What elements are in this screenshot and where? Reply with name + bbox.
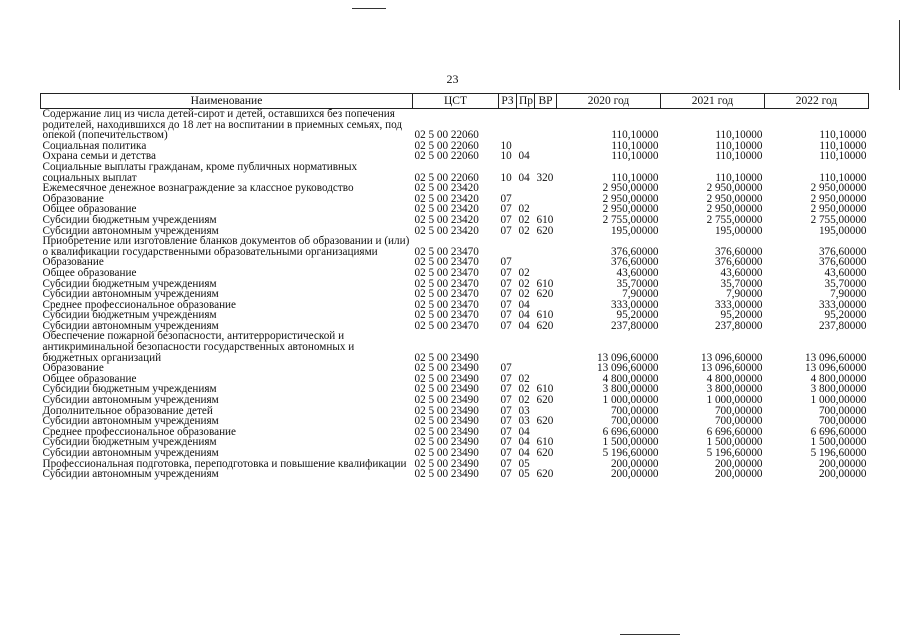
cell-cst: 02 5 00 23470 — [414, 298, 479, 311]
cell-2021: 700,00000 — [714, 404, 763, 417]
cell-pr: 02 — [518, 224, 530, 237]
cell-vr — [535, 363, 557, 374]
cell-2021: 7,90000 — [726, 288, 763, 301]
header-rz: РЗ — [499, 94, 517, 109]
cell-vr: 610 — [536, 436, 554, 449]
cell-cst: 02 5 00 23420 — [414, 213, 479, 226]
cell-2020: 200,00000 — [610, 468, 659, 481]
cell-rz: 07 — [500, 404, 512, 417]
cell-2022: 2 950,00000 — [810, 182, 867, 195]
cell-2020: 7,90000 — [622, 288, 659, 301]
cell-pr: 04 — [518, 298, 530, 311]
cell-rz: 07 — [500, 266, 512, 279]
cell-2021: 3 800,00000 — [706, 383, 763, 396]
cell-cst: 02 5 00 23470 — [414, 266, 479, 279]
cell-name: Охрана семьи и детства — [42, 150, 156, 163]
header-pr: Пр — [517, 94, 535, 109]
cell-cst: 02 5 00 23490 — [414, 351, 479, 364]
cell-pr: 03 — [518, 415, 530, 428]
cell-vr: 620 — [536, 468, 554, 481]
header-vr: ВР — [535, 94, 557, 109]
cell-cst: 02 5 00 23490 — [414, 468, 479, 481]
cell-2022: 43,60000 — [824, 266, 867, 279]
cell-2020: 1 000,00000 — [602, 394, 659, 407]
cell-2020: 700,00000 — [610, 415, 659, 428]
cell-2022: 3 800,00000 — [810, 383, 867, 396]
cell-rz: 07 — [500, 277, 512, 290]
cell-rz: 07 — [500, 362, 512, 375]
cell-vr — [535, 257, 557, 268]
cell-2022: 376,60000 — [818, 256, 867, 269]
cell-2021: 2 950,00000 — [706, 203, 763, 216]
cell-vr: 620 — [536, 288, 554, 301]
cell-2020: 376,60000 — [610, 245, 659, 258]
cell-name: Субсидии автономным учреждениям — [42, 288, 219, 301]
cell-cst: 02 5 00 23420 — [414, 192, 479, 205]
cell-rz: 10 — [500, 150, 512, 163]
cell-name: Субсидии бюджетным учреждениям — [42, 436, 217, 449]
header-2022: 2022 год — [765, 94, 869, 109]
cell-cst: 02 5 00 22060 — [414, 139, 479, 152]
cell-2021: 2 950,00000 — [706, 192, 763, 205]
cell-2021: 6 696,60000 — [706, 425, 763, 438]
cell-cst: 02 5 00 23420 — [414, 224, 479, 237]
cell-cst: 02 5 00 23470 — [414, 309, 479, 322]
cell-2022: 1 000,00000 — [810, 394, 867, 407]
cell-pr: 04 — [518, 309, 530, 322]
cell-2022: 7,90000 — [830, 288, 867, 301]
cell-name: Образование — [42, 192, 104, 205]
cell-2021: 43,60000 — [720, 266, 763, 279]
cell-2022: 4 800,00000 — [810, 372, 867, 385]
cell-2021: 333,00000 — [714, 298, 763, 311]
cell-2022: 376,60000 — [818, 245, 867, 258]
cell-2022: 110,10000 — [819, 150, 867, 163]
cell-rz: 07 — [500, 383, 512, 396]
cell-2021: 110,10000 — [715, 150, 763, 163]
cell-pr: 02 — [518, 277, 530, 290]
cell-vr — [535, 194, 557, 205]
table-body — [41, 109, 869, 480]
scan-artifact-top — [352, 8, 386, 9]
cell-2020: 4 800,00000 — [602, 372, 659, 385]
table-row — [41, 268, 869, 279]
cell-pr: 04 — [518, 436, 530, 449]
cell-2022: 2 755,00000 — [810, 213, 867, 226]
cell-2021: 200,00000 — [714, 468, 763, 481]
table-row — [41, 469, 869, 480]
cell-pr: 04 — [518, 447, 530, 459]
cell-cst: 02 5 00 23420 — [414, 182, 479, 195]
cell-2021: 4 800,00000 — [706, 372, 763, 385]
cell-pr: 02 — [518, 383, 530, 396]
cell-2020: 110,10000 — [611, 171, 659, 184]
cell-cst: 02 5 00 23490 — [414, 372, 479, 385]
cell-vr: 610 — [536, 213, 554, 226]
cell-2021: 110,10000 — [715, 171, 763, 184]
cell-2020: 13 096,60000 — [596, 351, 659, 364]
cell-2021: 110,10000 — [715, 139, 763, 152]
cell-rz: 07 — [500, 256, 512, 269]
cell-vr: 620 — [536, 394, 554, 407]
cell-rz: 07 — [500, 319, 512, 332]
cell-pr — [517, 236, 535, 257]
header-cst: ЦСТ — [413, 94, 499, 109]
cell-pr: 02 — [518, 288, 530, 301]
cell-2021: 35,70000 — [720, 277, 763, 290]
cell-pr: 05 — [518, 457, 530, 470]
cell-2020: 5 196,60000 — [602, 447, 659, 459]
cell-rz — [499, 109, 517, 141]
cell-vr: 620 — [536, 224, 554, 237]
cell-2022: 110,10000 — [819, 129, 867, 142]
cell-name: Ежемесячное денежное вознаграждение за классное руководство — [42, 182, 354, 195]
cell-cst: 02 5 00 23470 — [414, 256, 479, 269]
cell-name: Дополнительное образование детей — [42, 404, 213, 417]
cell-2022: 13 096,60000 — [804, 362, 867, 375]
cell-pr: 02 — [518, 213, 530, 226]
cell-name: Профессиональная подготовка, переподготовка и повышение квалификации — [42, 457, 407, 470]
cell-2021: 2 950,00000 — [706, 182, 763, 195]
cell-2021: 13 096,60000 — [700, 351, 763, 364]
cell-rz: 07 — [500, 436, 512, 449]
cell-2020: 110,10000 — [611, 129, 659, 142]
cell-name: Среднее профессиональное образование — [42, 425, 237, 438]
cell-2020: 110,10000 — [611, 150, 659, 163]
cell-name: Субсидии автономным учреждениям — [42, 447, 219, 459]
cell-rz: 07 — [500, 447, 512, 459]
cell-2021: 1 500,00000 — [706, 436, 763, 449]
cell-name: Приобретение или изготовление бланков документов об образовании и (или) о квалификации государственными образовательными организациями — [42, 235, 410, 258]
cell-name: Социальные выплаты гражданам, кроме публичных нормативных социальных выплат — [42, 160, 358, 184]
cell-2020: 237,80000 — [610, 319, 659, 332]
cell-2021: 376,60000 — [714, 245, 763, 258]
cell-vr: 610 — [536, 309, 554, 322]
cell-name: Субсидии автономным учреждениям — [42, 394, 219, 407]
cell-name: Общее образование — [42, 372, 137, 385]
cell-vr — [535, 331, 557, 363]
cell-2020: 110,10000 — [611, 139, 659, 152]
cell-2022: 35,70000 — [824, 277, 867, 290]
cell-2022: 200,00000 — [818, 468, 867, 481]
cell-2020: 95,20000 — [616, 309, 659, 322]
cell-rz: 10 — [500, 139, 512, 152]
cell-2021: 2 755,00000 — [706, 213, 763, 226]
cell-pr: 02 — [518, 394, 530, 407]
cell-vr — [535, 183, 557, 194]
cell-cst: 02 5 00 22060 — [414, 150, 479, 163]
cell-name: Субсидии автономным учреждениям — [42, 224, 219, 237]
table-row — [41, 215, 869, 226]
cell-2022: 700,00000 — [818, 415, 867, 428]
cell-name: Общее образование — [42, 266, 137, 279]
cell-name: Субсидии бюджетным учреждениям — [42, 213, 217, 226]
cell-pr: 02 — [518, 266, 530, 279]
cell-cst: 02 5 00 23420 — [414, 203, 479, 216]
cell-2021: 95,20000 — [720, 309, 763, 322]
cell-cst: 02 5 00 23470 — [414, 288, 479, 301]
cell-pr — [517, 183, 535, 194]
cell-name: Социальная политика — [42, 139, 147, 152]
cell-2021: 200,00000 — [714, 457, 763, 470]
cell-2022: 1 500,00000 — [810, 436, 867, 449]
cell-2022: 333,00000 — [818, 298, 867, 311]
table-row — [41, 448, 869, 459]
cell-name: Общее образование — [42, 203, 137, 216]
cell-2020: 333,00000 — [610, 298, 659, 311]
cell-vr: 620 — [536, 447, 554, 459]
cell-cst: 02 5 00 23470 — [414, 277, 479, 290]
cell-2020: 6 696,60000 — [602, 425, 659, 438]
cell-2020: 2 950,00000 — [602, 203, 659, 216]
cell-2022: 13 096,60000 — [804, 351, 867, 364]
cell-cst: 02 5 00 23490 — [414, 425, 479, 438]
cell-rz: 07 — [500, 309, 512, 322]
cell-2020: 43,60000 — [616, 266, 659, 279]
cell-name: Образование — [42, 362, 104, 375]
header-2021: 2021 год — [661, 94, 765, 109]
cell-vr: 620 — [536, 415, 554, 428]
cell-2022: 2 950,00000 — [810, 203, 867, 216]
cell-rz: 07 — [500, 394, 512, 407]
cell-cst: 02 5 00 23470 — [414, 245, 479, 258]
cell-name: Субсидии автономным учреждениям — [42, 319, 219, 332]
cell-pr: 02 — [518, 203, 530, 216]
cell-cst: 02 5 00 22060 — [414, 171, 479, 184]
cell-2022: 195,00000 — [818, 224, 867, 237]
cell-pr — [517, 331, 535, 363]
cell-2020: 35,70000 — [616, 277, 659, 290]
cell-rz: 10 — [500, 171, 512, 184]
cell-2020: 13 096,60000 — [596, 362, 659, 375]
cell-2022: 200,00000 — [818, 457, 867, 470]
cell-2020: 3 800,00000 — [602, 383, 659, 396]
cell-pr — [517, 109, 535, 141]
header-2020: 2020 год — [557, 94, 661, 109]
cell-pr: 04 — [518, 319, 530, 332]
cell-cst: 02 5 00 23490 — [414, 457, 479, 470]
cell-2022: 700,00000 — [818, 404, 867, 417]
cell-rz: 07 — [500, 192, 512, 205]
page-number: 23 — [446, 72, 459, 86]
cell-2021: 13 096,60000 — [700, 362, 763, 375]
cell-name: Обеспечение пожарной безопасности, антитеррористической и антикриминальной безопасности государственных автономных и бюджетных организаций — [42, 330, 355, 364]
cell-name: Среднее профессиональное образование — [42, 298, 237, 311]
header-name: Наименование — [41, 94, 413, 109]
cell-name: Субсидии автономным учреждениям — [42, 468, 219, 481]
table-row — [41, 162, 869, 183]
cell-name: Субсидии автономным учреждениям — [42, 415, 219, 428]
cell-cst: 02 5 00 23470 — [414, 319, 479, 332]
cell-pr: 04 — [518, 171, 530, 184]
cell-rz: 07 — [500, 224, 512, 237]
cell-2021: 1 000,00000 — [706, 394, 763, 407]
cell-2021: 110,10000 — [715, 129, 763, 142]
cell-2021: 195,00000 — [714, 224, 763, 237]
cell-2022: 237,80000 — [818, 319, 867, 332]
cell-pr: 03 — [518, 404, 530, 417]
table-header-row — [41, 94, 869, 109]
cell-vr: 610 — [536, 277, 554, 290]
cell-2022: 6 696,60000 — [810, 425, 867, 438]
cell-vr — [535, 141, 557, 152]
cell-2021: 5 196,60000 — [706, 447, 763, 459]
cell-rz: 07 — [500, 203, 512, 216]
cell-cst: 02 5 00 23490 — [414, 447, 479, 459]
cell-pr: 04 — [518, 425, 530, 438]
cell-2020: 195,00000 — [610, 224, 659, 237]
cell-vr: 320 — [536, 171, 554, 184]
cell-pr: 02 — [518, 372, 530, 385]
cell-vr — [535, 151, 557, 162]
cell-name: Образование — [42, 256, 104, 269]
budget-table — [40, 93, 869, 480]
cell-2022: 95,20000 — [824, 309, 867, 322]
cell-rz: 07 — [500, 372, 512, 385]
cell-2022: 110,10000 — [819, 171, 867, 184]
cell-rz: 07 — [500, 415, 512, 428]
table-row — [41, 331, 869, 363]
cell-name: Субсидии бюджетным учреждениям — [42, 309, 217, 322]
cell-cst: 02 5 00 23490 — [414, 362, 479, 375]
cell-rz: 07 — [500, 457, 512, 470]
cell-cst: 02 5 00 23490 — [414, 415, 479, 428]
cell-pr: 04 — [518, 150, 530, 163]
cell-rz: 07 — [500, 425, 512, 438]
cell-2021: 237,80000 — [714, 319, 763, 332]
cell-rz: 07 — [500, 298, 512, 311]
cell-2020: 200,00000 — [610, 457, 659, 470]
cell-2020: 700,00000 — [610, 404, 659, 417]
cell-2022: 110,10000 — [819, 139, 867, 152]
cell-pr: 05 — [518, 468, 530, 481]
cell-2020: 2 755,00000 — [602, 213, 659, 226]
cell-cst: 02 5 00 23490 — [414, 394, 479, 407]
cell-vr: 610 — [536, 383, 554, 396]
cell-vr — [535, 268, 557, 279]
cell-cst: 02 5 00 23490 — [414, 404, 479, 417]
cell-2021: 376,60000 — [714, 256, 763, 269]
cell-vr: 620 — [536, 319, 554, 332]
cell-name: Субсидии бюджетным учреждениям — [42, 383, 217, 396]
cell-rz — [499, 236, 517, 257]
cell-cst: 02 5 00 23490 — [414, 436, 479, 449]
cell-name: Субсидии бюджетным учреждениям — [42, 277, 217, 290]
cell-2020: 2 950,00000 — [602, 182, 659, 195]
cell-vr — [535, 236, 557, 257]
cell-vr — [535, 109, 557, 141]
table-row — [41, 109, 869, 141]
cell-rz: 07 — [500, 468, 512, 481]
cell-2020: 2 950,00000 — [602, 192, 659, 205]
cell-cst: 02 5 00 22060 — [414, 129, 479, 142]
cell-name: Содержание лиц из числа детей-сирот и детей, оставшихся без попечения родителей, находившихся до 18 лет на воспитании в приемных семьях, под опекой (попечительством) — [42, 108, 403, 142]
cell-2022: 5 196,60000 — [810, 447, 867, 459]
scan-artifact-bottom — [620, 634, 680, 635]
cell-cst: 02 5 00 23490 — [414, 383, 479, 396]
table-row — [41, 236, 869, 257]
cell-2020: 1 500,00000 — [602, 436, 659, 449]
cell-rz: 07 — [500, 213, 512, 226]
cell-2022: 2 950,00000 — [810, 192, 867, 205]
cell-2020: 376,60000 — [610, 256, 659, 269]
cell-rz: 07 — [500, 288, 512, 301]
cell-rz — [499, 331, 517, 363]
cell-2021: 700,00000 — [714, 415, 763, 428]
